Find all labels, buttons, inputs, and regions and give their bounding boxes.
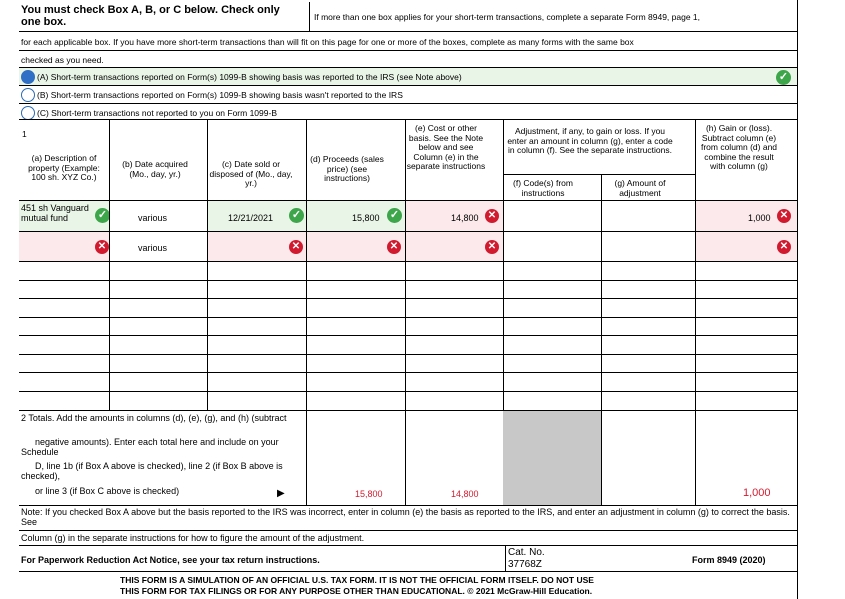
row1-date-sold[interactable]: 12/21/2021 [228, 213, 274, 223]
row1-date-acquired[interactable]: various [138, 213, 168, 223]
shaded-code-cell [503, 411, 601, 505]
for-each-instruction: for each applicable box. If you have more short-term transactions than will fit on this page for one or more of the boxes, complete as many forms with the same box [21, 37, 634, 47]
cat-no-value: 37768Z [508, 559, 542, 570]
note-column-g: Column (g) in the separate instructions for how to figure the amount of the adjustment. [21, 533, 365, 543]
check-icon: ✓ [776, 70, 791, 85]
box-c-radio[interactable] [21, 106, 35, 120]
row1-proceeds[interactable]: 15,800 [352, 213, 380, 223]
note-text: Note: If you checked Box A above but the basis reported to the IRS was incorrect, enter in column (e) the basis as reported to the IRS, and enter an adjustment in column (g) to correct the basis. See [21, 507, 790, 527]
arrow-icon: ▶ [277, 488, 285, 499]
col-g-header: (g) Amount of adjustment [614, 178, 666, 198]
row1-gain-loss[interactable]: 1,000 [748, 213, 771, 223]
disclaimer-line-2: THIS FORM FOR TAX FILINGS OR FOR ANY PURPOSE OTHER THAN EDUCATIONAL. © 2021 McGraw-Hill Education. [120, 586, 593, 596]
if-more-instruction: If more than one box applies for your short-term transactions, complete a separate Form 8949, page 1, [314, 12, 701, 22]
col-c-header: (c) Date sold or disposed of (Mo., day, yr.) [209, 159, 293, 188]
checked-as-instruction: checked as you need. [21, 55, 104, 65]
box-b-radio[interactable] [21, 88, 35, 102]
col-b-header: (b) Date acquired (Mo., day, yr.) [122, 159, 188, 179]
error-icon: ✕ [289, 240, 303, 254]
totals-line-1: 2 Totals. Add the amounts in columns (d), (e), (g), and (h) (subtract [21, 413, 287, 423]
error-icon: ✕ [485, 209, 499, 223]
error-icon: ✕ [387, 240, 401, 254]
col-a-header: (a) Description of property (Example: 100 sh. XYZ Co.) [28, 153, 100, 182]
totals-line-4: or line 3 (if Box C above is checked) [35, 486, 180, 496]
col-d-header: (d) Proceeds (sales price) (see instructions) [310, 154, 384, 183]
error-icon: ✕ [777, 209, 791, 223]
form-number: Form 8949 (2020) [692, 555, 766, 565]
check-icon: ✓ [95, 208, 110, 223]
box-a-label[interactable]: (A) Short-term transactions reported on Form(s) 1099-B showing basis was reported to the IRS (see Note above) [37, 72, 462, 82]
must-check-instruction: You must check Box A, B, or C below. Check only one box. [21, 4, 280, 28]
paperwork-notice: For Paperwork Reduction Act Notice, see your tax return instructions. [21, 555, 320, 565]
disclaimer-line-1: THIS FORM IS A SIMULATION OF AN OFFICIAL U.S. TAX FORM. IT IS NOT THE OFFICIAL FORM ITSELF. DO NOT USE [120, 575, 594, 585]
row2-date-acquired[interactable]: various [138, 243, 168, 253]
check-icon: ✓ [387, 208, 402, 223]
totals-line-2: negative amounts). Enter each total here and include on your Schedule [21, 437, 279, 457]
line-1-number: 1 [22, 129, 27, 139]
total-gain-loss: 1,000 [743, 487, 771, 499]
totals-line-3: D, line 1b (if Box A above is checked), line 2 (if Box B above is checked), [21, 461, 283, 481]
row1-cost-basis[interactable]: 14,800 [451, 213, 479, 223]
col-f-header: (f) Code(s) from instructions [513, 178, 573, 198]
col-h-header: (h) Gain or (loss). Subtract column (e) from column (d) and combine the result with column (g) [700, 123, 778, 171]
col-e-header: (e) Cost or other basis. See the Note below and see Column (e) in the separate instructions [406, 123, 486, 171]
cat-no-label: Cat. No. [508, 547, 545, 558]
total-proceeds: 15,800 [355, 489, 383, 499]
adjustment-header: Adjustment, if any, to gain or loss. If you enter an amount in column (g), enter a code in column (f). See the separate instructions. [507, 126, 673, 155]
row1-description[interactable]: 451 sh Vanguard mutual fund [21, 203, 89, 223]
error-icon: ✕ [777, 240, 791, 254]
error-icon: ✕ [95, 240, 109, 254]
total-cost-basis: 14,800 [451, 489, 479, 499]
box-a-radio[interactable] [21, 70, 35, 84]
check-icon: ✓ [289, 208, 304, 223]
error-icon: ✕ [485, 240, 499, 254]
box-b-label[interactable]: (B) Short-term transactions reported on Form(s) 1099-B showing basis wasn't reported to the IRS [37, 90, 403, 100]
box-c-label[interactable]: (C) Short-term transactions not reported to you on Form 1099-B [37, 108, 277, 118]
